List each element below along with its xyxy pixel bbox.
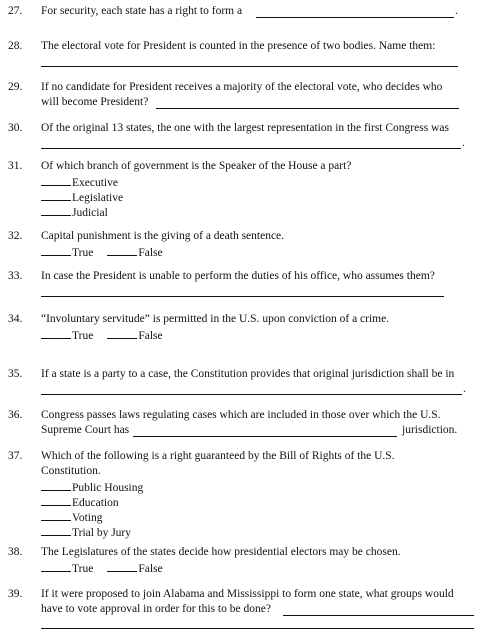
question-number: 29.	[8, 81, 23, 93]
answer-line[interactable]	[156, 108, 459, 109]
true-label: True	[72, 330, 94, 342]
option-label: Legislative	[72, 192, 124, 204]
answer-line[interactable]	[283, 615, 474, 616]
question-text: “Involuntary servitude” is permitted in the U.S. upon conviction of a crime.	[41, 313, 390, 325]
period: .	[462, 137, 465, 149]
option-label: Public Housing	[72, 482, 144, 494]
question-text-line1: Congress passes laws regulating cases which are included in those over which the U.S.	[41, 409, 441, 421]
false-label: False	[138, 247, 163, 259]
true-false-options	[41, 327, 163, 344]
true-false-options	[41, 560, 163, 577]
true-false-options	[41, 244, 163, 261]
period: .	[455, 5, 458, 17]
option-label: Trial by Jury	[72, 527, 131, 539]
false-blank[interactable]	[107, 560, 137, 572]
answer-blank[interactable]	[41, 174, 71, 186]
true-label: True	[72, 563, 94, 575]
question-text-line2: Constitution.	[41, 465, 101, 477]
question-number: 32.	[8, 230, 23, 242]
question-text: For security, each state has a right to form a	[41, 5, 243, 17]
answer-blank[interactable]	[41, 524, 71, 536]
question-text-line2: Supreme Court has	[41, 424, 130, 436]
period: .	[463, 383, 466, 395]
question-text: The electoral vote for President is counted in the presence of two bodies. Name them:	[41, 40, 436, 52]
question-number: 27.	[8, 5, 23, 17]
answer-blank[interactable]	[41, 479, 71, 491]
true-label: True	[72, 247, 94, 259]
question-number: 37.	[8, 450, 23, 462]
answer-line[interactable]	[41, 66, 458, 67]
false-blank[interactable]	[107, 244, 137, 256]
true-blank[interactable]	[41, 244, 71, 256]
question-text-line1: If no candidate for President receives a majority of the electoral vote, who decides who	[41, 81, 443, 93]
question-number: 31.	[8, 160, 23, 172]
option-label: Judicial	[72, 207, 108, 219]
question-number: 38.	[8, 546, 23, 558]
question-text: Capital punishment is the giving of a death sentence.	[41, 230, 285, 242]
question-text: The Legislatures of the states decide how presidential electors may be chosen.	[41, 546, 401, 558]
question-number: 35.	[8, 368, 23, 380]
answer-line[interactable]	[41, 148, 461, 149]
question-text-line2: will become President?	[41, 96, 149, 108]
question-number: 34.	[8, 313, 23, 325]
option-trial-by-jury[interactable]	[41, 524, 131, 541]
question-number: 28.	[8, 40, 23, 52]
answer-blank[interactable]	[41, 494, 71, 506]
answer-line-2[interactable]	[41, 628, 474, 629]
question-text: Of which branch of government is the Speaker of the House a part?	[41, 160, 352, 172]
option-label: Education	[72, 497, 119, 509]
question-text: If a state is a party to a case, the Constitution provides that original jurisdiction shall be in	[41, 368, 455, 380]
answer-blank[interactable]	[41, 204, 71, 216]
option-label: Executive	[72, 177, 118, 189]
question-text-end: jurisdiction.	[402, 424, 458, 436]
true-blank[interactable]	[41, 327, 71, 339]
answer-line[interactable]	[133, 436, 397, 437]
false-label: False	[138, 330, 163, 342]
answer-blank[interactable]	[41, 189, 71, 201]
question-number: 30.	[8, 122, 23, 134]
answer-blank[interactable]	[41, 509, 71, 521]
question-text: Of the original 13 states, the one with the largest representation in the first Congress was	[41, 122, 449, 134]
question-number: 33.	[8, 270, 23, 282]
question-text-line1: If it were proposed to join Alabama and Mississippi to form one state, what groups would	[41, 588, 454, 600]
option-judicial[interactable]	[41, 204, 108, 221]
question-text: In case the President is unable to perform the duties of his office, who assumes them?	[41, 270, 435, 282]
question-text-line2: have to vote approval in order for this to be done?	[41, 603, 271, 615]
false-blank[interactable]	[107, 327, 137, 339]
answer-line[interactable]	[256, 17, 454, 18]
option-label: Voting	[72, 512, 103, 524]
true-blank[interactable]	[41, 560, 71, 572]
question-number: 36.	[8, 409, 23, 421]
question-text-line1: Which of the following is a right guaranteed by the Bill of Rights of the U.S.	[41, 450, 395, 462]
answer-line[interactable]	[41, 394, 462, 395]
question-number: 39.	[8, 588, 23, 600]
false-label: False	[138, 563, 163, 575]
answer-line[interactable]	[41, 296, 444, 297]
